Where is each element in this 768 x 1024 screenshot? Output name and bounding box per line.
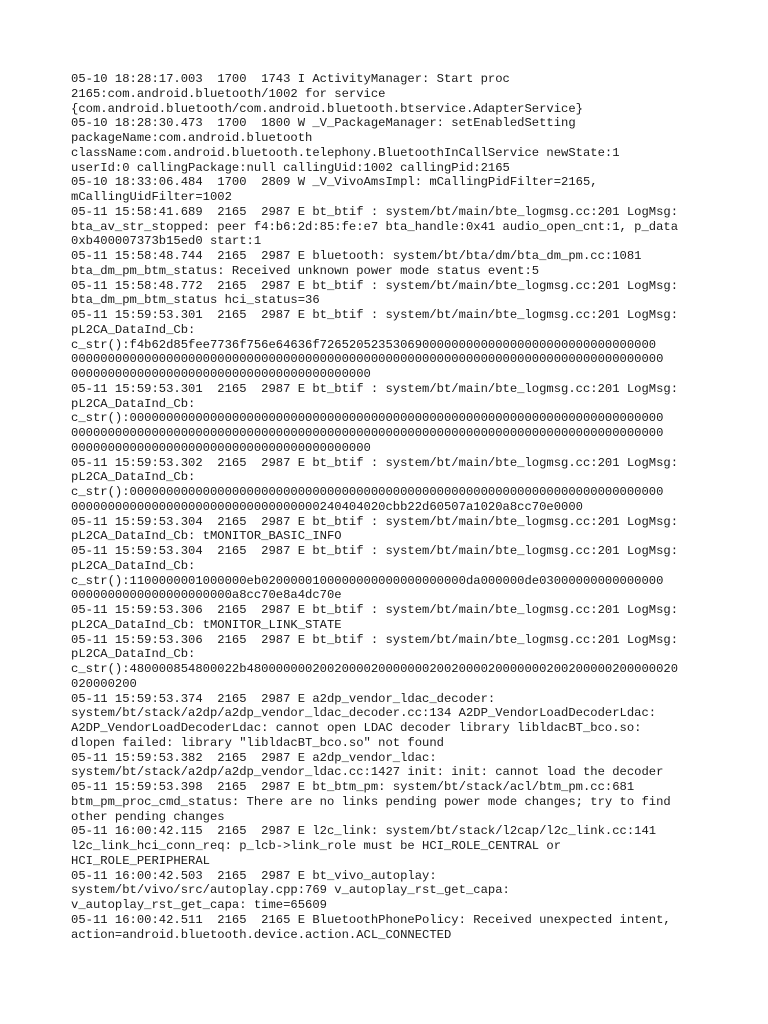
log-line: 05-11 16:00:42.503 2165 2987 E bt_vivo_autoplay:	[71, 868, 437, 883]
log-line: system/bt/stack/a2dp/a2dp_vendor_ldac.cc:1427 init: init: cannot load the decoder	[71, 765, 664, 780]
log-line: c_str():0000000000000000000000000000000000000000000000000000000000000000000000000	[71, 411, 664, 426]
log-line: dlopen failed: library "libldacBT_bco.so" not found	[71, 735, 444, 750]
log-line: system/bt/vivo/src/autoplay.cpp:769 v_autoplay_rst_get_capa:	[71, 883, 510, 898]
log-line: 000000000000000000000000000000000000000000000000000000000000000000000000000000000	[71, 352, 664, 367]
log-text	[71, 72, 711, 942]
log-line: bta_dm_pm_btm_status: Received unknown power mode status event:5	[71, 263, 540, 278]
log-line: c_str():f4b62d85fee7736f756e64636f7265205235306900000000000000000000000000000000	[71, 337, 657, 352]
log-line: pL2CA_DataInd_Cb: tMONITOR_BASIC_INFO	[71, 529, 342, 544]
log-line: userId:0 callingPackage:null callingUid:1002 callingPid:2165	[71, 160, 510, 175]
log-line: 05-11 15:59:53.304 2165 2987 E bt_btif : system/bt/main/bte_logmsg.cc:201 LogMsg:	[71, 544, 679, 558]
log-line: 000000000000000000000000000000000000000000000000000000000000000000000000000000000	[71, 426, 664, 440]
log-line: l2c_link_hci_conn_req: p_lcb->link_role must be HCI_ROLE_CENTRAL or	[71, 839, 562, 853]
log-line: pL2CA_DataInd_Cb:	[71, 322, 196, 337]
log-line: pL2CA_DataInd_Cb:	[71, 470, 196, 485]
log-line: 05-11 15:58:48.744 2165 2987 E bluetooth: system/bt/bta/dm/bta_dm_pm.cc:1081	[71, 249, 642, 263]
log-line: pL2CA_DataInd_Cb:	[71, 558, 196, 573]
log-line: packageName:com.android.bluetooth	[71, 131, 313, 145]
log-line: 0000000000000000000000000000000000240404020cbb22d60507a1020a8cc70e0000	[71, 499, 583, 514]
log-line: 05-10 18:33:06.484 1700 2809 W _V_VivoAmsImpl: mCallingPidFilter=2165,	[71, 175, 598, 190]
log-line: 2165:com.android.bluetooth/1002 for service	[71, 86, 386, 101]
log-line: A2DP_VendorLoadDecoderLdac: cannot open LDAC decoder library libldacBT_bco.so:	[71, 721, 642, 735]
log-line: btm_pm_proc_cmd_status: There are no links pending power mode changes; try to find	[71, 794, 671, 809]
log-line: mCallingUidFilter=1002	[71, 190, 232, 204]
log-line: pL2CA_DataInd_Cb:	[71, 396, 196, 411]
log-line: 05-11 15:58:41.689 2165 2987 E bt_btif : system/bt/main/bte_logmsg.cc:201 LogMsg:	[71, 204, 679, 219]
log-line: 05-11 15:59:53.301 2165 2987 E bt_btif : system/bt/main/bte_logmsg.cc:201 LogMsg:	[71, 308, 679, 322]
log-line: 05-11 15:59:53.398 2165 2987 E bt_btm_pm: system/bt/stack/acl/btm_pm.cc:681	[71, 780, 635, 794]
log-line: 05-11 15:59:53.304 2165 2987 E bt_btif : system/bt/main/bte_logmsg.cc:201 LogMsg:	[71, 514, 679, 529]
log-line: 0000000000000000000000a8cc70e8a4dc70e	[71, 588, 342, 603]
log-line: 05-11 15:59:53.301 2165 2987 E bt_btif : system/bt/main/bte_logmsg.cc:201 LogMsg:	[71, 381, 679, 396]
log-line: className:com.android.bluetooth.telephony.BluetoothInCallService newState:1	[71, 145, 620, 160]
log-line: c_str():480000854800022b48000000020020000200000002002000020000000200200000200000020	[71, 662, 679, 676]
log-line: bta_av_str_stopped: peer f4:b6:2d:85:fe:e7 bta_handle:0x41 audio_open_cnt:1, p_data	[71, 219, 679, 234]
log-line: {com.android.bluetooth/com.android.bluetooth.btservice.AdapterService}	[71, 101, 583, 116]
log-line: 05-11 15:58:48.772 2165 2987 E bt_btif : system/bt/main/bte_logmsg.cc:201 LogMsg:	[71, 278, 679, 293]
log-line: pL2CA_DataInd_Cb:	[71, 647, 196, 662]
log-line: 05-11 15:59:53.306 2165 2987 E bt_btif : system/bt/main/bte_logmsg.cc:201 LogMsg:	[71, 603, 679, 617]
log-line: 00000000000000000000000000000000000000000	[71, 367, 371, 381]
log-line: 05-11 16:00:42.115 2165 2987 E l2c_link: system/bt/stack/l2cap/l2c_link.cc:141	[71, 824, 657, 839]
log-line: 05-10 18:28:30.473 1700 1800 W _V_PackageManager: setEnabledSetting	[71, 116, 576, 131]
log-line: pL2CA_DataInd_Cb: tMONITOR_LINK_STATE	[71, 617, 342, 632]
log-line: 05-11 16:00:42.511 2165 2165 E BluetoothPhonePolicy: Received unexpected intent,	[71, 912, 671, 927]
log-line: 05-11 15:59:53.382 2165 2987 E a2dp_vendor_ldac:	[71, 750, 437, 765]
log-line: system/bt/stack/a2dp/a2dp_vendor_ldac_decoder.cc:134 A2DP_VendorLoadDecoderLdac:	[71, 706, 657, 721]
log-line: bta_dm_pm_btm_status hci_status=36	[71, 293, 320, 308]
log-line: 0xb400007373b15ed0 start:1	[71, 234, 262, 249]
log-line: HCI_ROLE_PERIPHERAL	[71, 853, 210, 868]
log-line: 020000200	[71, 676, 137, 691]
log-line: 00000000000000000000000000000000000000000	[71, 440, 371, 455]
log-line: c_str():0000000000000000000000000000000000000000000000000000000000000000000000000	[71, 485, 664, 499]
log-line: 05-11 15:59:53.302 2165 2987 E bt_btif : system/bt/main/bte_logmsg.cc:201 LogMsg:	[71, 455, 679, 470]
log-line: 05-10 18:28:17.003 1700 1743 I ActivityManager: Start proc	[71, 72, 510, 86]
log-line: v_autoplay_rst_get_capa: time=65609	[71, 898, 327, 912]
log-line: action=android.bluetooth.device.action.ACL_CONNECTED	[71, 927, 452, 942]
log-line: 05-11 15:59:53.374 2165 2987 E a2dp_vendor_ldac_decoder:	[71, 691, 496, 706]
log-line: c_str():1100000001000000eb0200000100000000000000000000da000000de03000000000000000	[71, 573, 664, 588]
log-line: 05-11 15:59:53.306 2165 2987 E bt_btif : system/bt/main/bte_logmsg.cc:201 LogMsg:	[71, 632, 679, 647]
log-page	[71, 72, 711, 942]
log-line: other pending changes	[71, 809, 225, 824]
